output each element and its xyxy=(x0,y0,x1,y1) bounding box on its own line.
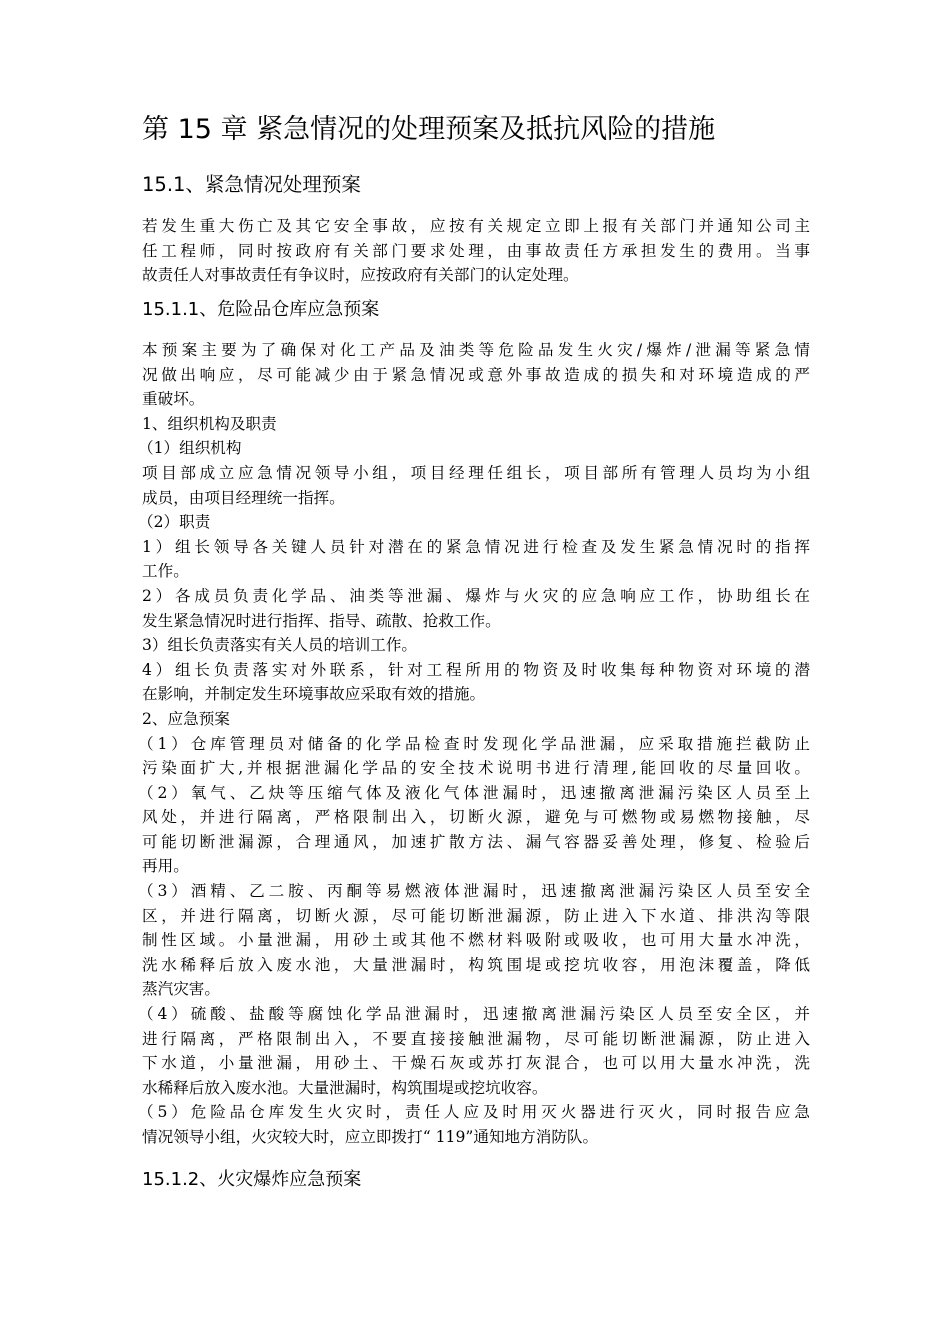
paragraph-line: 故责任人对事故责任有争议时，应按政府有关部门的认定处理。 xyxy=(142,266,579,285)
sub-heading: （2）职责 xyxy=(138,513,211,532)
paragraph-line: 发生紧急情况时进行指挥、指导、疏散、抢救工作。 xyxy=(142,611,501,630)
section-heading-15-1-1: 15.1.1、危险品仓库应急预案 xyxy=(142,299,380,320)
paragraph-line: 区，并进行隔离，切断火源，尽可能切断泄漏源，防止进入下水道、排洪沟等限 xyxy=(142,906,810,925)
section-heading-15-1-2: 15.1.2、火灾爆炸应急预案 xyxy=(142,1169,362,1190)
paragraph-line: 情况领导小组，火灾较大时，应立即拨打“ 119”通知地方消防队。 xyxy=(142,1128,599,1146)
paragraph-line: （2）氧气、乙炔等压缩气体及液化气体泄漏时，迅速撤离泄漏污染区人员至上 xyxy=(138,783,810,802)
paragraph-line: 况做出响应，尽可能减少由于紧急情况或意外事故造成的损失和对环境造成的严 xyxy=(142,365,810,384)
paragraph-line: 任工程师，同时按政府有关部门要求处理，由事故责任方承担发生的费用。当事 xyxy=(142,241,810,260)
paragraph-line: 水稀释后放入废水池。大量泄漏时，构筑围堤或挖坑收容。 xyxy=(142,1078,548,1097)
section-heading-15-1: 15.1、紧急情况处理预案 xyxy=(142,173,361,196)
paragraph-line: 重破坏。 xyxy=(142,390,205,409)
paragraph-line: 再用。 xyxy=(142,857,189,876)
chapter-title: 第 15 章 紧急情况的处理预案及抵抗风险的措施 xyxy=(142,114,716,145)
sub-heading: （1）组织机构 xyxy=(138,439,242,458)
paragraph-line: 成员，由项目经理统一指挥。 xyxy=(142,488,345,507)
paragraph-line: （5）危险品仓库发生火灾时，责任人应及时用灭火器进行灭火，同时报告应急 xyxy=(138,1103,810,1122)
paragraph-line: 洗水稀释后放入废水池，大量泄漏时，构筑围堤或挖坑收容，用泡沫覆盖，降低 xyxy=(142,955,810,974)
section-15-1-1-body xyxy=(138,338,810,1150)
paragraph-line: 1）组长领导各关键人员针对潜在的紧急情况进行检查及发生紧急情况时的指挥 xyxy=(142,537,810,556)
paragraph-line: 下水道，小量泄漏，用砂土、干燥石灰或苏打灰混合，也可以用大量水冲洗，洗 xyxy=(142,1054,810,1073)
list-heading: 2、应急预案 xyxy=(142,709,230,728)
paragraph-line: 若发生重大伤亡及其它安全事故，应按有关规定立即上报有关部门并通知公司主 xyxy=(142,217,810,235)
paragraph-line: 污染面扩大,并根据泄漏化学品的安全技术说明书进行清理,能回收的尽量回收。 xyxy=(142,759,810,778)
paragraph-line: 制性区域。小量泄漏，用砂土或其他不燃材料吸附或吸收，也可用大量水冲洗， xyxy=(142,931,810,950)
paragraph-line: （1）仓库管理员对储备的化学品检查时发现化学品泄漏，应采取措施拦截防止 xyxy=(138,734,810,753)
section-15-1-paragraph xyxy=(142,214,810,288)
paragraph-line: 在影响，并制定发生环境事故应采取有效的措施。 xyxy=(142,685,486,704)
paragraph-line: 工作。 xyxy=(142,562,189,581)
paragraph-line: 项目部成立应急情况领导小组，项目经理任组长，项目部所有管理人员均为小组 xyxy=(142,463,810,482)
paragraph-line: （4）硫酸、盐酸等腐蚀化学品泄漏时，迅速撤离泄漏污染区人员至安全区，并 xyxy=(138,1005,810,1024)
paragraph-line: 3）组长负责落实有关人员的培训工作。 xyxy=(142,636,418,655)
list-heading: 1、组织机构及职责 xyxy=(142,414,277,433)
paragraph-line: 进行隔离，严格限制出入，不要直接接触泄漏物，尽可能切断泄漏源，防止进入 xyxy=(142,1029,810,1048)
paragraph-line: （3）酒精、乙二胺、丙酮等易燃液体泄漏时，迅速撤离泄漏污染区人员至安全 xyxy=(138,882,810,901)
paragraph-line: 蒸汽灾害。 xyxy=(142,980,220,999)
paragraph-line: 风处，并进行隔离，严格限制出入，切断火源，避免与可燃物或易燃物接触，尽 xyxy=(142,808,810,827)
paragraph-line: 可能切断泄漏源，合理通风，加速扩散方法、漏气容器妥善处理，修复、检验后 xyxy=(142,832,810,851)
paragraph-line: 本预案主要为了确保对化工产品及油类等危险品发生火灾/爆炸/泄漏等紧急情 xyxy=(142,341,810,359)
paragraph-line: 4）组长负责落实对外联系，针对工程所用的物资及时收集每种物资对环境的潜 xyxy=(142,660,810,679)
paragraph-line: 2）各成员负责化学品、油类等泄漏、爆炸与火灾的应急响应工作，协助组长在 xyxy=(142,586,810,605)
